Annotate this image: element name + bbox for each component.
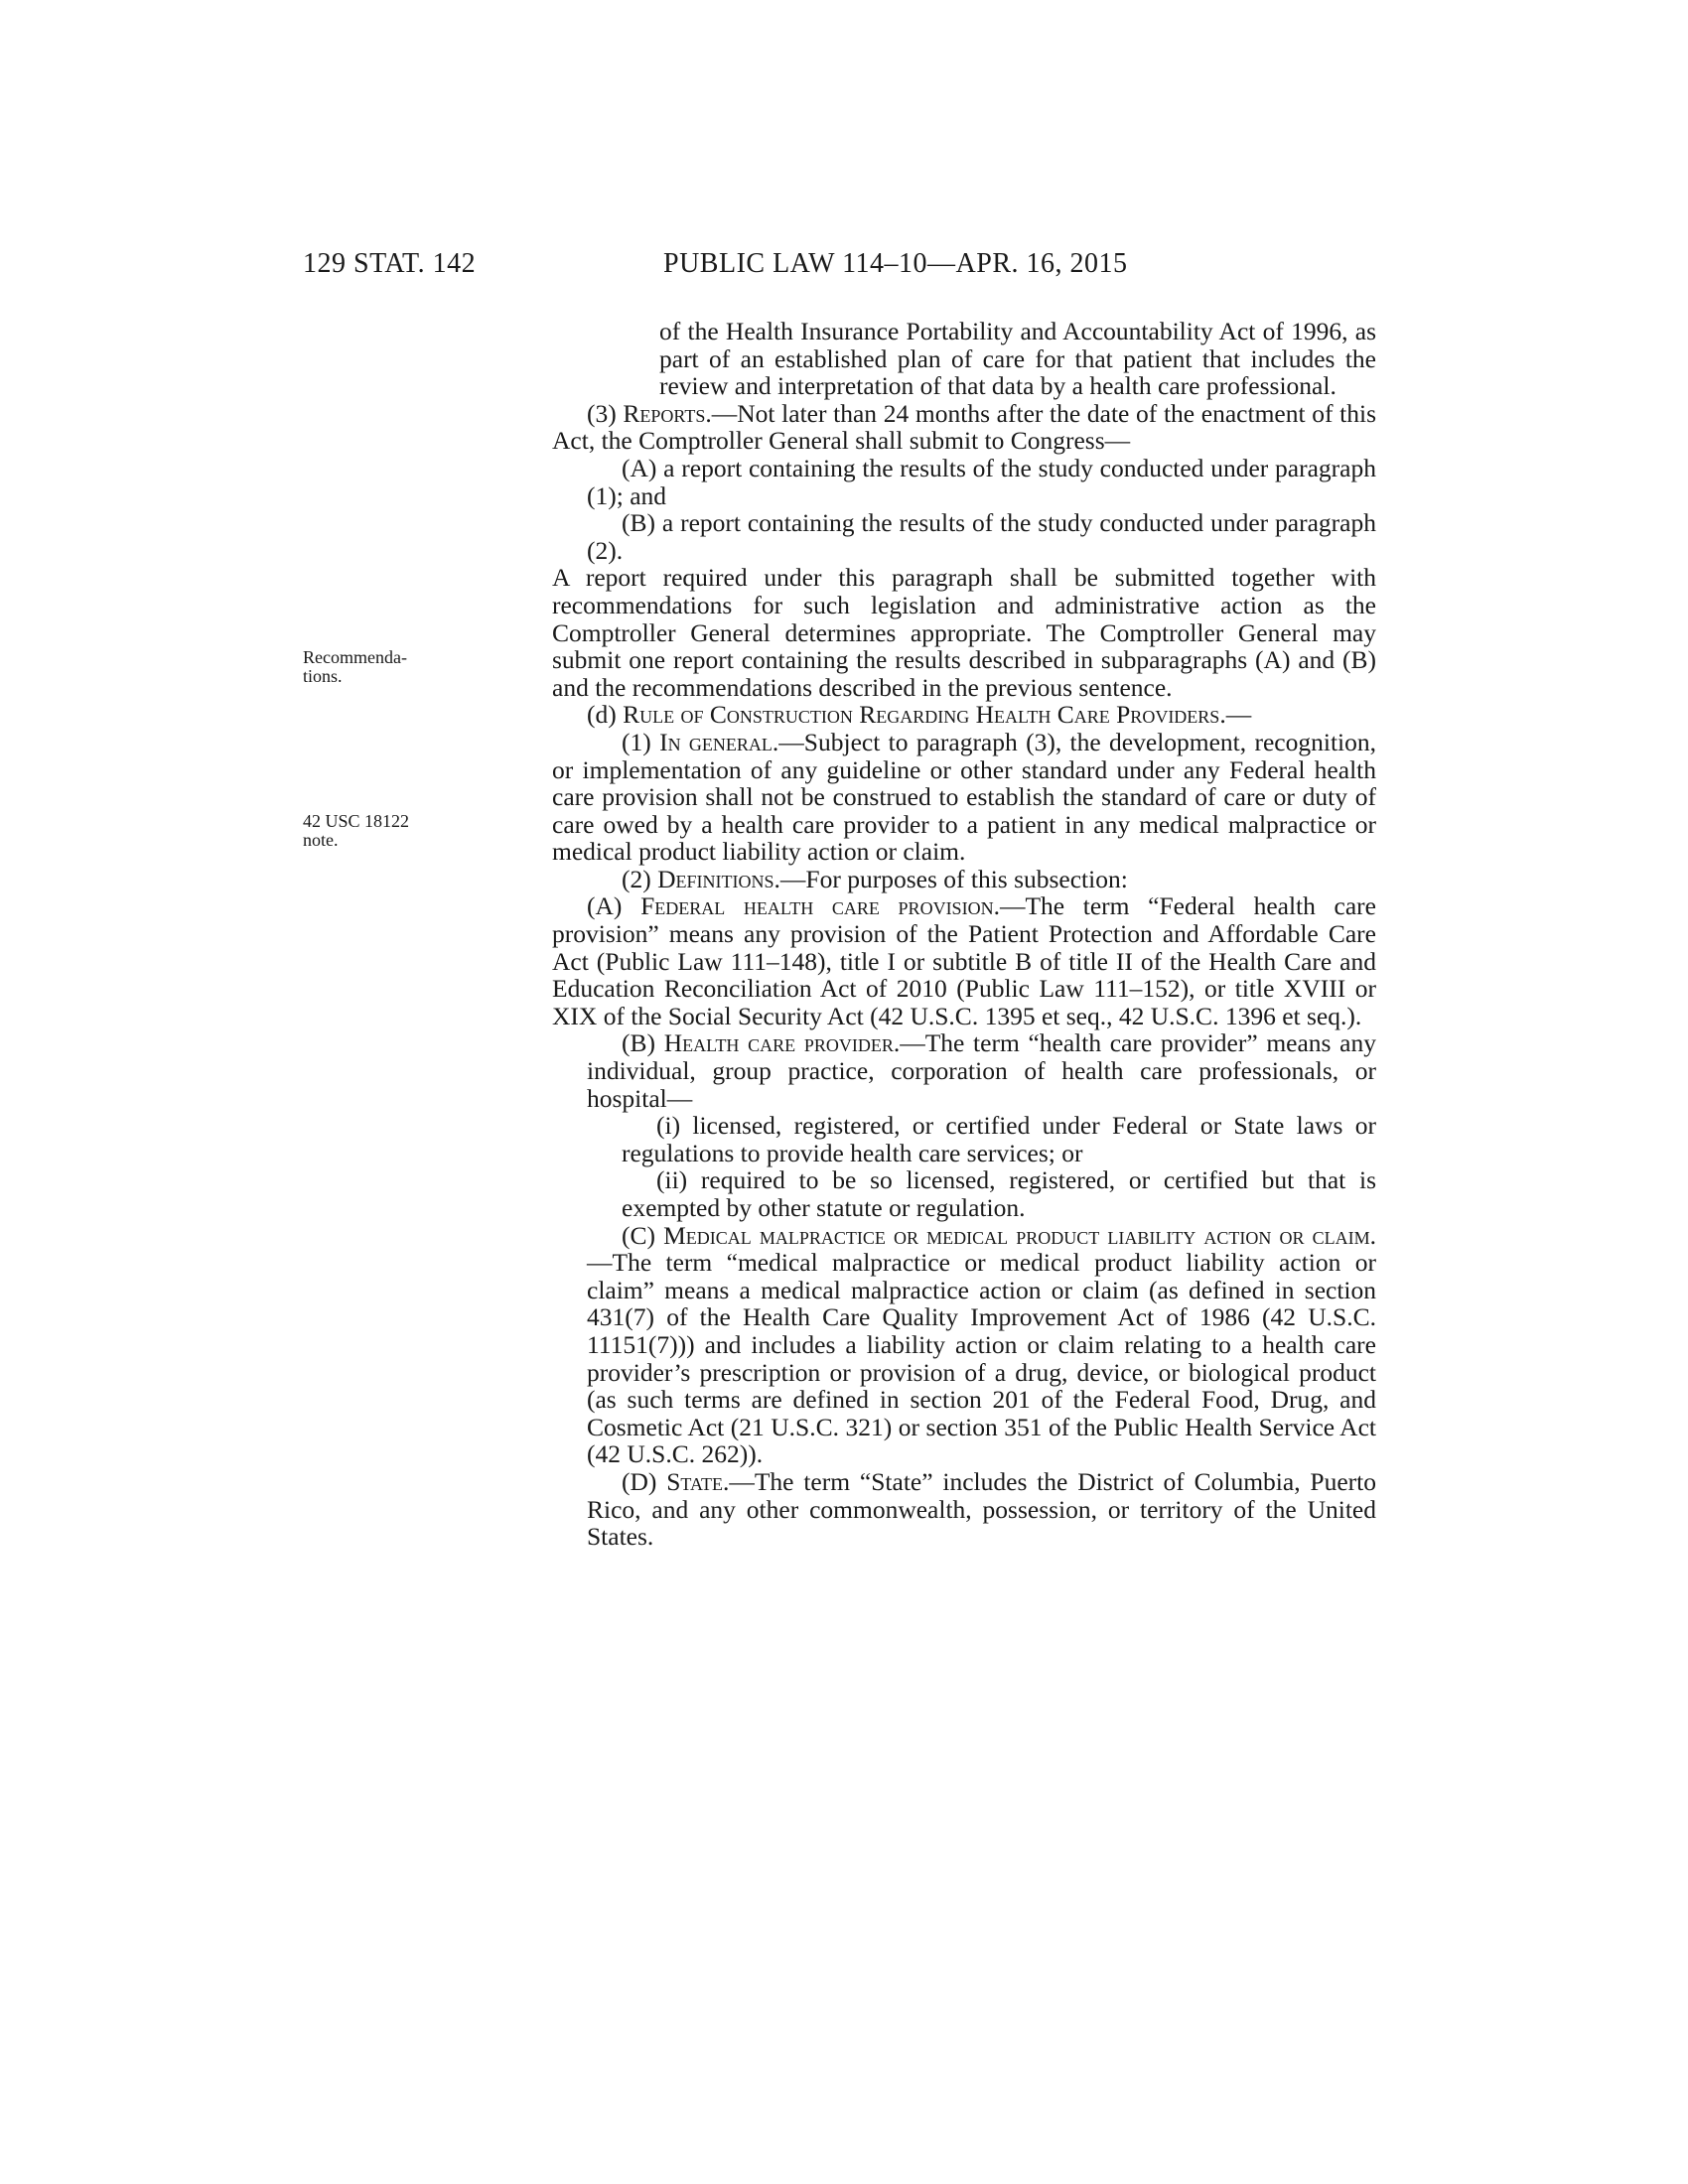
margin-note-recommendations [303,648,462,686]
public-law-title: PUBLIC LAW 114–10—APR. 16, 2015 [663,248,1128,279]
clause-i-licensed: (i) licensed, registered, or certified under Federal or State laws or regulations to provide health care services; or [622,1111,1376,1167]
document-body [552,318,1376,1551]
paragraph-reports: (3) Reports.—Not later than 24 months after the date of the enactment of this Act, the Comptroller General shall submit to Congress— [552,398,1376,456]
definition-health-care-provider: (B) Health care provider.—The term “health care provider” means any individual, group practice, corporation of health care professionals, or hospital— [587,1028,1376,1113]
margin-note-line: tions. [303,666,343,686]
subsection-d-heading: (d) Rule of Construction Regarding Health Care Providers.— [587,700,1252,730]
paragraph-continuation: of the Health Insurance Portability and Accountability Act of 1996, as part of an established plan of care for that patient that includes the review and interpretation of that data by a health care professional. [659,317,1376,401]
paragraph-recommendations: A report required under this paragraph shall be submitted together with recommendations for such legislation and administrative action as the Comptroller General determines appropriate. The Comptroller General may submit one report containing the results described in subparagraphs (A) and (B) and the recommendations described in the previous sentence. [552,563,1376,702]
definition-federal-health-care-provision: (A) Federal health care provision.—The term “Federal health care provision” means any provision of the Patient Protection and Affordable Care Act (Public Law 111–148), title I or subtitle B of title II of the Health Care and Education Reconciliation Act of 2010 (Public Law 111–152), or title XVIII or XIX of the Social Security Act (42 U.S.C. 1395 et seq., 42 U.S.C. 1396 et seq.). [552,891,1376,1030]
paragraph-b-report: (B) a report containing the results of the study conducted under paragraph (2). [587,508,1376,565]
definition-state: (D) State.—The term “State” includes the District of Columbia, Puerto Rico, and any other commonwealth, possession, or territory of the United States. [587,1466,1376,1552]
page-header [0,248,1688,288]
definition-medical-malpractice: (C) Medical malpractice or medical product liability action or claim.—The term “medical malpractice or medical product liability action or claim” means a medical malpractice action or claim (as defined in section 431(7) of the Health Care Quality Improvement Act of 1986 (42 U.S.C. 11151(7))) and includes a liability action or claim relating to a health care provider’s prescription or provision of a drug, device, or biological product (as such terms are defined in section 201 of the Federal Food, Drug, and Cosmetic Act (21 U.S.C. 321) or section 351 of the Public Health Service Act (42 U.S.C. 262)). [587,1220,1376,1469]
margin-note-line: Recommenda- [303,647,407,667]
paragraph-a-report: (A) a report containing the results of the study conducted under paragraph (1); and [587,453,1376,510]
statute-page-number: 129 STAT. 142 [303,248,477,279]
paragraph-definitions: (2) Definitions.—For purposes of this subsection: [622,864,1128,893]
paragraph-in-general: (1) In general.—Subject to paragraph (3), the development, recognition, or implementation of any guideline or other standard under any Federal health care provision shall not be construed to establish the standard of care or duty of care owed by a health care provider to a patient in any medical malpractice or medical product liability action or claim. [552,727,1376,867]
margin-note-line: 42 USC 18122 [303,811,410,831]
margin-note-usc [303,812,462,850]
margin-note-line: note. [303,830,339,850]
clause-ii-required: (ii) required to be so licensed, registered, or certified but that is exempted by other statute or regulation. [622,1165,1376,1222]
